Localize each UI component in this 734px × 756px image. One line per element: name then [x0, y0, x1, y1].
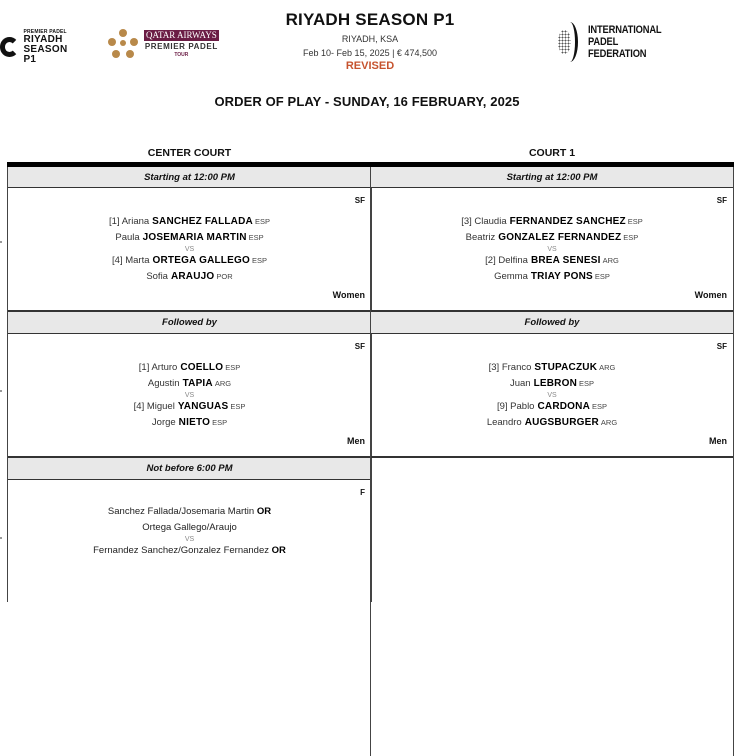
sponsor-line2: TOUR [174, 52, 189, 58]
ipf-line2: PADEL [588, 36, 619, 48]
player-row: Gemma TRIAY PONS ESP [494, 271, 610, 282]
category-label: Men [347, 436, 365, 446]
slot-time: Starting at 12:00 PM [371, 167, 733, 188]
order-of-play-title: ORDER OF PLAY - SUNDAY, 16 FEBRUARY, 2025 [214, 94, 520, 109]
event-title: RIYADH SEASON P1 [285, 10, 455, 29]
ipf-line3: FEDERATION [588, 48, 647, 60]
premier-padel-flower-icon [108, 29, 138, 59]
match-card [371, 334, 733, 456]
player-row: Sofia ARAUJO POR [146, 271, 233, 282]
padel-ball-icon [556, 22, 578, 62]
slot-time: Not before 6:00 PM [8, 456, 371, 480]
player-row: Agustin TAPIA ARG [147, 378, 232, 389]
match-card [371, 188, 733, 310]
category-label: Women [694, 290, 727, 300]
round-label: SF [716, 342, 727, 351]
center-court-column [7, 167, 372, 602]
slot-time: Followed by [8, 310, 371, 334]
player-row: [2] Delfina BREA SENESI ARG [485, 255, 619, 266]
event-dates-prize: Feb 10- Feb 15, 2025 | € 474,500 [303, 48, 437, 58]
category-label: Men [709, 436, 727, 446]
player-row: [1] Ariana SANCHEZ FALLADA ESP [109, 216, 270, 227]
riyadh-season-ring-icon [0, 37, 19, 57]
court-label-court1: COURT 1 [528, 147, 576, 159]
player-row: [4] Marta ORTEGA GALLEGO ESP [112, 255, 267, 266]
vs-label: VS [184, 392, 195, 399]
revised-badge: REVISED [345, 60, 395, 72]
riyadh-season-logo [0, 28, 105, 65]
sponsor-line1: PREMIER PADEL [144, 42, 218, 51]
player-row: [4] Miguel YANGUAS ESP [133, 401, 246, 412]
category-label: Women [332, 290, 365, 300]
vs-label: VS [547, 246, 557, 253]
player-row: [9] Pablo CARDONA ESP [496, 401, 608, 412]
court-label-center: CENTER COURT [147, 147, 232, 159]
final-team-line: Ortega Gallego/Araujo [142, 522, 237, 533]
player-row: Paula JOSEMARIA MARTIN ESP [115, 232, 264, 243]
vs-label: VS [184, 536, 195, 543]
slot-time: Followed by [371, 310, 733, 334]
match-card [8, 188, 371, 310]
round-label: SF [354, 196, 365, 205]
court1-column [370, 167, 734, 756]
slot-time: Starting at 12:00 PM [8, 167, 371, 188]
qatar-airways-premier-padel-logo [108, 26, 228, 62]
event-location: RIYADH, KSA [341, 34, 399, 44]
player-row: [3] Claudia FERNANDEZ SANCHEZ ESP [461, 216, 643, 227]
ipf-logo [556, 22, 674, 62]
order-of-play-table [7, 162, 734, 562]
final-team-line: Sanchez Fallada/Josemaria Martin OR [107, 506, 272, 517]
round-label: SF [716, 196, 727, 205]
player-row: Juan LEBRON ESP [509, 378, 595, 389]
final-team-line: Fernandez Sanchez/Gonzalez Fernandez OR [93, 545, 286, 556]
vs-label: VS [184, 246, 195, 253]
match-card [8, 334, 371, 456]
round-label: SF [354, 342, 365, 351]
ipf-line1: INTERNATIONAL [588, 24, 662, 36]
logo-small-text: PREMIER PADEL [23, 28, 67, 35]
event-header [260, 10, 480, 73]
empty-slot [371, 456, 733, 756]
round-label: F [360, 488, 365, 497]
player-row: Jorge NIETO ESP [151, 417, 228, 428]
player-row: Beatriz GONZALEZ FERNANDEZ ESP [465, 232, 639, 243]
sponsor-brand: QATAR AIRWAYS [146, 30, 217, 40]
player-row: Leandro AUGSBURGER ARG [486, 417, 618, 428]
logo-line2: P1 [23, 53, 37, 65]
player-row: [1] Arturo COELLO ESP [138, 362, 241, 373]
logo-line1: RIYADH SEASON [23, 33, 68, 55]
match-card-final [8, 480, 371, 602]
player-row: [3] Franco STUPACZUK ARG [488, 362, 616, 373]
vs-label: VS [547, 392, 557, 399]
